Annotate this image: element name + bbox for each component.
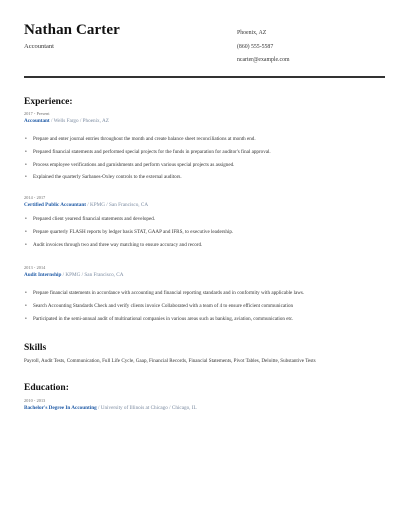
job-bullets [24,216,364,248]
education-entry [24,398,197,411]
job-entry [24,265,364,328]
job-entry [24,111,364,187]
job-dates: 2017 - Present [24,111,50,116]
bullet-icon: • [25,174,27,181]
skills-heading: Skills [24,343,47,353]
bullet-icon: • [25,241,27,248]
job-bullets [24,290,364,322]
list-item: • Explained the quarterly Sarbanes-Oxley controls to the external auditors. [25,174,182,181]
education-dates: 2010 - 2013 [24,398,46,403]
bullet-icon: • [25,228,27,235]
bullet-icon: • [25,148,27,155]
job-role [24,202,364,208]
list-item: • Prepared client yearend financial statements and developed. [25,216,156,222]
education-role [24,405,197,411]
experience-heading: Experience: [24,97,73,107]
contact-location: Phoenix, AZ [237,30,267,36]
job-role [24,272,364,278]
job-position: Certified Public Accountant [24,202,86,208]
job-company: KPMG / San Francisco, CA [90,202,149,208]
job-separator: / [61,272,66,278]
list-item: • Prepare quarterly FLASH reports by ledger basis STAT, GAAP and IFRS, to executive leadership. [25,228,234,235]
job-role [24,118,364,124]
header-divider [24,76,385,78]
candidate-title: Accountant [24,43,54,50]
list-item: • Search Accounting Standards Check and verify clients invoice Collaborated with a team of 4 to ensure efficient communication [25,302,294,309]
education-separator: / [96,405,101,411]
list-item: • Prepare financial statements in accordance with accounting and financial reporting standards and in conformity with applicable laws. [25,290,305,296]
contact-phone: (860) 555-5587 [237,43,274,50]
list-item: • Process employee verifications and garnishments and perform various special projects as assigned. [25,161,235,168]
job-dates: 2014 - 2017 [24,195,46,200]
list-item: • Prepared financial statements and performed special projects for the funds in preparation for auditor's final approval. [25,148,271,155]
bullet-icon: • [25,216,27,222]
job-bullets [24,136,364,180]
bullet-icon: • [25,136,27,142]
bullet-icon: • [25,302,27,309]
job-company: Wells Fargo / Phoenix, AZ [53,118,109,124]
job-separator: / [85,202,91,208]
list-item: • Audit invoices through two and three way matching to ensure accuracy and record. [25,241,203,248]
bullet-icon: • [25,315,27,322]
job-position: Audit Internship [24,272,62,278]
contact-block [237,27,290,68]
candidate-name: Nathan Carter [24,22,120,38]
list-item: • Participated in the semi-annual audit of multinational companies in various areas such as banking, aviation, communication etc. [25,315,294,322]
job-entry [24,195,364,254]
job-company: KPMG / San Francisco, CA [65,272,124,278]
list-item: • Prepare and enter journal entries throughout the month and create balance sheet reconciliations at month end. [25,136,256,142]
contact-email: ncarter@example.com [237,57,290,63]
education-degree: Bachelor's Degree In Accounting [24,405,97,411]
skills-list: Payroll, Audit Tests, Communication, Full Life Cycle, Gaap, Financial Records, Financial Statements, Pivot Tables, Deloitte, Substantive Tests [24,358,316,364]
bullet-icon: • [25,290,27,296]
bullet-icon: • [25,161,27,168]
education-school: University of Illinois at Chicago / Chicago, IL [100,405,197,411]
education-heading: Education: [24,383,69,393]
job-separator: / [49,118,54,124]
job-dates: 2013 - 2014 [24,265,46,270]
job-position: Accountant [24,118,50,124]
